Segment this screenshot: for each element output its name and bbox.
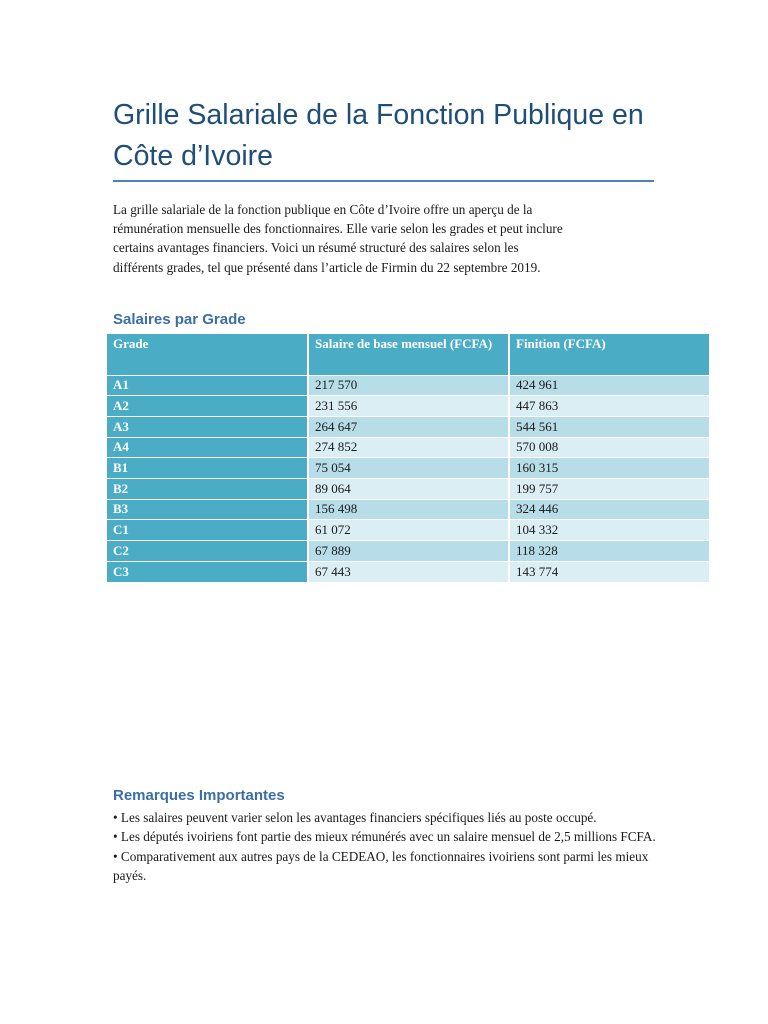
grade-cell: A3 xyxy=(107,416,308,437)
remark-item: • Les salaires peuvent varier selon les avantages financiers spécifiques liés au poste occupé. xyxy=(113,810,597,825)
table-row xyxy=(107,416,709,437)
column-header-grade: Grade xyxy=(107,334,308,375)
finition-cell: 104 332 xyxy=(509,520,709,541)
remark-item: • Les députés ivoiriens font partie des mieux rémunérés avec un salaire mensuel de 2,5 millions FCFA. xyxy=(113,829,656,845)
finition-cell: 118 328 xyxy=(509,541,709,562)
table-row xyxy=(107,375,709,396)
column-header-base-salary: Salaire de base mensuel (FCFA) xyxy=(308,334,509,375)
base-salary-cell: 231 556 xyxy=(308,396,509,417)
grade-cell: C3 xyxy=(107,561,308,582)
salaries-heading: Salaires par Grade xyxy=(113,311,246,328)
grade-cell: B3 xyxy=(107,499,308,520)
base-salary-cell: 89 064 xyxy=(308,478,509,499)
grade-cell: A1 xyxy=(107,375,308,396)
table-row xyxy=(107,437,709,458)
table-row xyxy=(107,396,709,417)
grade-cell: C1 xyxy=(107,520,308,541)
grade-cell: C2 xyxy=(107,541,308,562)
remark-item: • Comparativement aux autres pays de la CEDEAO, les fonctionnaires ivoiriens sont parmi les mieux payés. xyxy=(113,848,649,884)
finition-cell: 160 315 xyxy=(509,458,709,479)
remarks-list xyxy=(113,808,658,886)
remarks-heading: Remarques Importantes xyxy=(113,787,285,804)
grade-cell: A2 xyxy=(107,396,308,417)
base-salary-cell: 75 054 xyxy=(308,458,509,479)
page-title: Grille Salariale de la Fonction Publique en Côte d’Ivoire xyxy=(113,99,644,172)
base-salary-cell: 61 072 xyxy=(308,520,509,541)
base-salary-cell: 67 889 xyxy=(308,541,509,562)
finition-cell: 447 863 xyxy=(509,396,709,417)
finition-cell: 544 561 xyxy=(509,416,709,437)
column-header-finition: Finition (FCFA) xyxy=(509,334,709,375)
base-salary-cell: 156 498 xyxy=(308,499,509,520)
finition-cell: 424 961 xyxy=(509,375,709,396)
base-salary-cell: 67 443 xyxy=(308,561,509,582)
finition-cell: 570 008 xyxy=(509,437,709,458)
table-row xyxy=(107,541,709,562)
base-salary-cell: 274 852 xyxy=(308,437,509,458)
table-row xyxy=(107,499,709,520)
base-salary-cell: 217 570 xyxy=(308,375,509,396)
table-row xyxy=(107,478,709,499)
table-header-row xyxy=(107,334,709,375)
finition-cell: 199 757 xyxy=(509,478,709,499)
grade-cell: B2 xyxy=(107,478,308,499)
table-row xyxy=(107,561,709,582)
salary-table xyxy=(107,334,709,582)
grade-cell: A4 xyxy=(107,437,308,458)
title-divider xyxy=(113,180,654,182)
table-row xyxy=(107,458,709,479)
grade-cell: B1 xyxy=(107,458,308,479)
finition-cell: 324 446 xyxy=(509,499,709,520)
base-salary-cell: 264 647 xyxy=(308,416,509,437)
table-row xyxy=(107,520,709,541)
finition-cell: 143 774 xyxy=(509,561,709,582)
intro-paragraph: La grille salariale de la fonction publique en Côte d’Ivoire offre un aperçu de la rémunération mensuelle des fonctionnaires. Elle varie selon les grades et peut inclure certains avantages financiers. Voici un résumé structuré des salaires selon les différents grades, tel que présenté dans l’article de Firmin du 22 septembre 2019. xyxy=(113,202,563,275)
